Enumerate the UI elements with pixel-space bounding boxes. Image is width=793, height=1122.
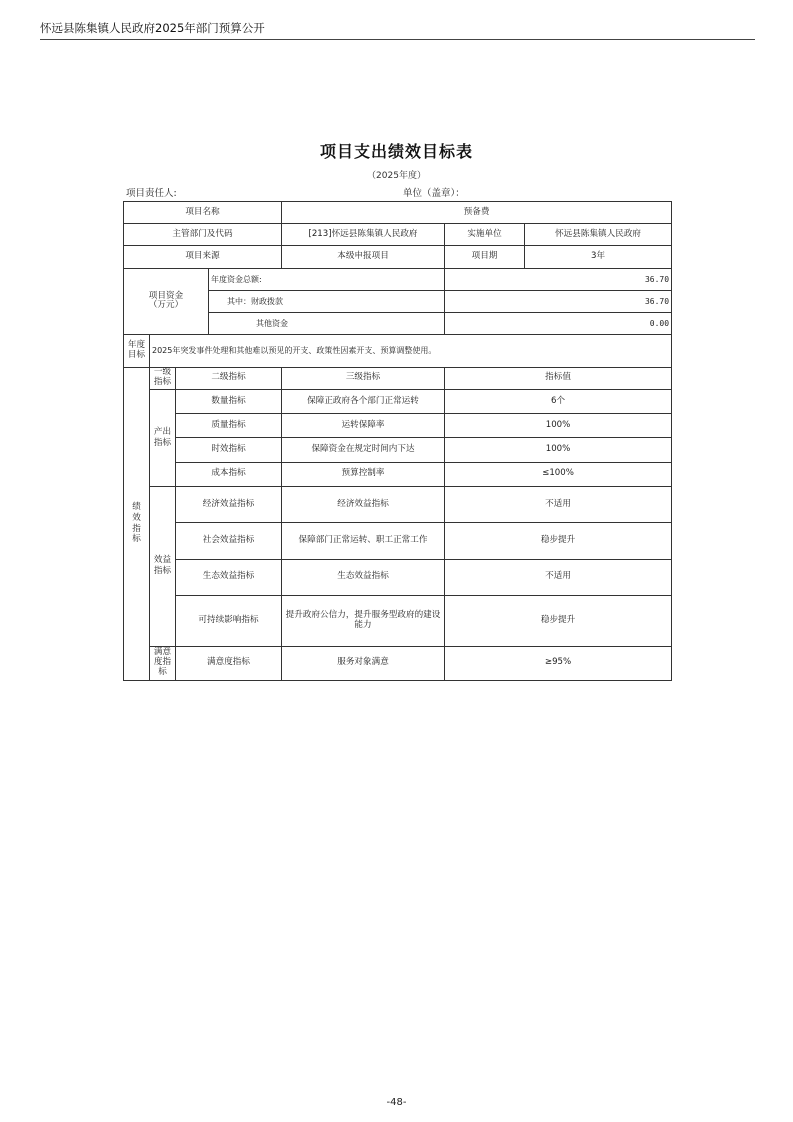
header-divider [40,39,755,40]
benefit-value: 不适用 [445,559,672,595]
table-row [124,367,672,389]
benefit-level2: 生态效益指标 [176,559,282,595]
output-value: 100% [445,414,672,438]
benefit-value: 不适用 [445,486,672,522]
impl-unit-label: 实施单位 [445,224,525,246]
benefit-value: 稳步提升 [445,523,672,559]
project-name-value: 预备费 [282,202,672,224]
output-level3: 保障资金在规定时间内下达 [282,438,445,462]
table-row [124,389,672,413]
output-level3: 保障正政府各个部门正常运转 [282,389,445,413]
document-title: 项目支出绩效目标表 [319,142,473,161]
output-level2: 时效指标 [176,438,282,462]
satisfaction-value: ≥95% [445,646,672,681]
table-row [124,486,672,522]
table-row [124,462,672,486]
output-level3: 运转保障率 [282,414,445,438]
table-row [124,246,672,268]
output-level2: 成本指标 [176,462,282,486]
fiscal-value: 36.70 [445,290,672,312]
period-label: 项目期 [445,246,525,268]
funds-label-line2: （万元） [148,300,184,311]
output-level2: 数量指标 [176,389,282,413]
performance-target-table [123,201,672,681]
benefit-indicator-label: 效益指标 [150,486,176,646]
satisfaction-level2: 满意度指标 [176,646,282,681]
performance-indicator-label: 绩效指标 [124,367,150,680]
unit-seal-label: 单位（盖章）： [403,188,465,199]
responsible-person-label: 项目责任人: [126,188,177,199]
impl-unit-value: 怀远县陈集镇人民政府 [525,224,672,246]
benefit-level3: 保障部门正常运转、职工正常工作 [282,523,445,559]
table-row [124,595,672,646]
table-row [124,224,672,246]
annual-total-label: 年度资金总额: [209,268,445,290]
col-level3-header: 三级指标 [282,367,445,389]
other-funds-value: 0.00 [445,313,672,335]
period-value: 3年 [525,246,672,268]
annual-goal-text: 2025年突发事件处理和其他难以预见的开支、政策性因素开支、预算调整使用。 [150,335,672,367]
output-level2: 质量指标 [176,414,282,438]
output-indicator-label: 产出指标 [150,389,176,486]
col-level1-header: 一级指标 [150,367,176,389]
source-label: 项目来源 [124,246,282,268]
source-value: 本级申报项目 [282,246,445,268]
page-header: 怀远县陈集镇人民政府2025年部门预算公开 [40,21,265,35]
other-funds-label: 其他资金 [209,313,445,335]
output-value: 6个 [445,389,672,413]
benefit-value: 稳步提升 [445,595,672,646]
fiscal-label: 其中：财政拨款 [209,290,445,312]
table-row [124,438,672,462]
project-name-label: 项目名称 [124,202,282,224]
dept-label: 主管部门及代码 [124,224,282,246]
table-row [124,414,672,438]
page-number: -48- [386,1097,407,1108]
col-level2-header: 二级指标 [176,367,282,389]
project-funds-label [124,268,209,335]
benefit-level2: 可持续影响指标 [176,595,282,646]
satisfaction-indicator-label: 满意度指标 [150,646,176,681]
dept-value: [213]怀远县陈集镇人民政府 [282,224,445,246]
funds-label-line1: 项目资金 [148,290,184,301]
table-row [124,202,672,224]
table-row [124,268,672,290]
table-row [124,646,672,681]
benefit-level3: 提升政府公信力，提升服务型政府的建设能力 [282,595,445,646]
table-row [124,335,672,367]
output-value: 100% [445,438,672,462]
output-level3: 预算控制率 [282,462,445,486]
table-row [124,559,672,595]
annual-total-value: 36.70 [445,268,672,290]
benefit-level2: 社会效益指标 [176,523,282,559]
col-value-header: 指标值 [445,367,672,389]
satisfaction-level3: 服务对象满意 [282,646,445,681]
table-row [124,523,672,559]
benefit-level3: 生态效益指标 [282,559,445,595]
document-year: （2025年度） [367,171,426,181]
output-value: ≤100% [445,462,672,486]
benefit-level2: 经济效益指标 [176,486,282,522]
benefit-level3: 经济效益指标 [282,486,445,522]
annual-goal-label: 年度目标 [124,335,150,367]
